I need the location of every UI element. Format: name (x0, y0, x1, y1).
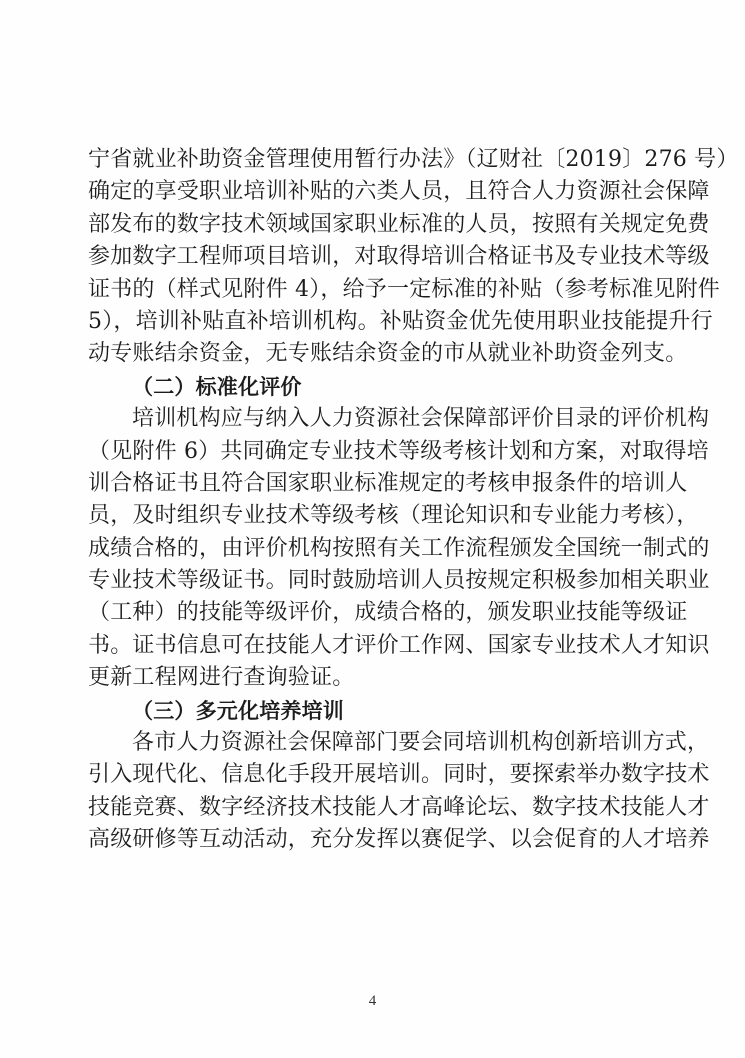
text-line: 训合格证书且符合国家职业标准规定的考核申报条件的培训人 (88, 470, 688, 496)
text-line: 成绩合格的，由评价机构按照有关工作流程颁发全国统一制式的 (88, 535, 710, 561)
text-line: 更新工程网进行查询验证。 (88, 665, 355, 691)
text-line: （工种）的技能等级评价，成绩合格的，颁发职业技能等级证 (88, 600, 688, 626)
text-line: 参加数字工程师项目培训，对取得培训合格证书及专业技术等级 (88, 244, 710, 270)
text-line: 培训机构应与纳入人力资源社会保障部评价目录的评价机构 (132, 406, 710, 432)
paragraph-training (88, 727, 710, 857)
document-body (88, 144, 739, 857)
page-number: 4 (368, 993, 377, 1009)
text-line: 员，及时组织专业技术等级考核（理论知识和专业能力考核）， (88, 503, 699, 529)
text-line: （见附件 6）共同确定专业技术等级考核计划和方案，对取得培 (88, 438, 709, 464)
text-line: 证书的（样式见附件 4），给予一定标准的补贴（参考标准见附件 (88, 276, 720, 302)
text-line: 技能竞赛、数字经济技术技能人才高峰论坛、数字技术技能人才 (88, 794, 710, 820)
text-line: 各市人力资源社会保障部门要会同培训机构创新培训方式， (132, 730, 710, 756)
paragraph-evaluation (88, 403, 710, 695)
paragraph-subsidy (88, 144, 739, 371)
text-line: 专业技术等级证书。同时鼓励培训人员按规定积极参加相关职业 (88, 568, 710, 594)
section-heading-standardized-evaluation: （二）标准化评价 (132, 374, 302, 399)
text-line: 部发布的数字技术领域国家职业标准的人员，按照有关规定免费 (88, 211, 710, 237)
text-line: 确定的享受职业培训补贴的六类人员，且符合人力资源社会保障 (88, 179, 710, 205)
text-line: 高级研修等互动活动，充分发挥以赛促学、以会促育的人才培养 (88, 827, 710, 853)
text-line: 宁省就业补助资金管理使用暂行办法》（辽财社〔2019〕276 号） (88, 147, 739, 172)
text-line: 书。证书信息可在技能人才评价工作网、国家专业技术人才知识 (88, 632, 710, 658)
text-line: 动专账结余资金，无专账结余资金的市从就业补助资金列支。 (88, 341, 688, 367)
section-heading-diversified-training: （三）多元化培养培训 (132, 698, 344, 723)
text-line: 5），培训补贴直补培训机构。补贴资金优先使用职业技能提升行 (88, 308, 713, 334)
text-line: 引入现代化、信息化手段开展培训。同时，要探索举办数字技术 (88, 762, 710, 788)
